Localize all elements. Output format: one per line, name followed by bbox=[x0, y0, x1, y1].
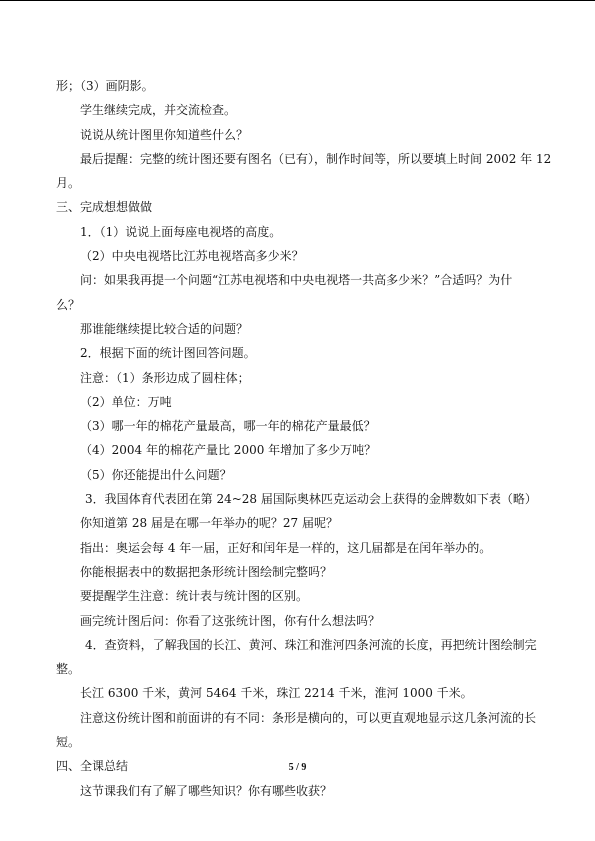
text-line: 问：如果我再提一个问题“江苏电视塔和中央电视塔一共高多少米？”合适吗？为什 bbox=[80, 273, 513, 288]
text-line: （2）中央电视塔比江苏电视塔高多少米？ bbox=[80, 249, 304, 264]
text-line: 注意这份统计图和前面讲的有不同：条形是横向的，可以更直观地显示这几条河流的长 bbox=[80, 710, 537, 725]
text-line: 短。 bbox=[56, 735, 81, 750]
section-heading: 四、全课总结 bbox=[56, 759, 129, 774]
text-line: 你能根据表中的数据把条形统计图绘制完整吗？ bbox=[80, 564, 333, 579]
text-line: 1．（1）说说上面每座电视塔的高度。 bbox=[80, 224, 282, 239]
document-body bbox=[56, 74, 580, 803]
text-line: 2．根据下面的统计图回答问题。 bbox=[80, 346, 256, 361]
page-number: 5 / 9 bbox=[288, 762, 307, 773]
text-line: （5）你还能提出什么问题？ bbox=[80, 467, 232, 482]
text-line: 形；（3）画阴影。 bbox=[56, 79, 154, 93]
text-line: （4）2004 年的棉花产量比 2000 年增加了多少万吨？ bbox=[80, 443, 377, 458]
text-line: 学生继续完成，并交流检查。 bbox=[80, 103, 237, 118]
header-rule bbox=[0, 0, 595, 1]
section-heading: 三、完成想想做做 bbox=[56, 200, 153, 215]
text-line: 月。 bbox=[56, 176, 81, 191]
text-line: 长江 6300 千米，黄河 5464 千米，珠江 2214 千米，淮河 1000 千米。 bbox=[80, 686, 473, 701]
text-line: （3）哪一年的棉花产量最高，哪一年的棉花产量最低？ bbox=[80, 419, 376, 434]
text-line: 要提醒学生注意：统计表与统计图的区别。 bbox=[80, 589, 309, 604]
text-line: 你知道第 28 届是在哪一年举办的呢？27 届呢？ bbox=[80, 516, 338, 531]
text-line: 最后提醒：完整的统计图还要有图名（已有），制作时间等，所以要填上时间 2002 年 12 bbox=[80, 151, 552, 166]
text-line: 4．查资料，了解我国的长江、黄河、珠江和淮河四条河流的长度，再把统计图绘制完 bbox=[85, 637, 537, 652]
text-line: 指出：奥运会每 4 年一届，正好和闰年是一样的，这几届都是在闰年举办的。 bbox=[80, 540, 492, 555]
text-line: 画完统计图后问：你看了这张统计图，你有什么想法吗？ bbox=[80, 613, 381, 628]
text-line: （2）单位：万吨 bbox=[80, 394, 172, 409]
text-line: 么？ bbox=[56, 297, 81, 312]
text-line: 整。 bbox=[56, 662, 81, 677]
text-line: 注意：（1）条形边成了圆柱体； bbox=[80, 370, 250, 385]
text-line: 3．我国体育代表团在第 24~28 届国际奥林匹克运动会上获得的金牌数如下表（略） bbox=[85, 492, 537, 507]
text-line: 那谁能继续提比较合适的问题？ bbox=[80, 321, 249, 336]
text-line: 说说从统计图里你知道些什么？ bbox=[80, 127, 249, 142]
text-line: 这节课我们有了解了哪些知识？你有哪些收获？ bbox=[80, 783, 333, 798]
